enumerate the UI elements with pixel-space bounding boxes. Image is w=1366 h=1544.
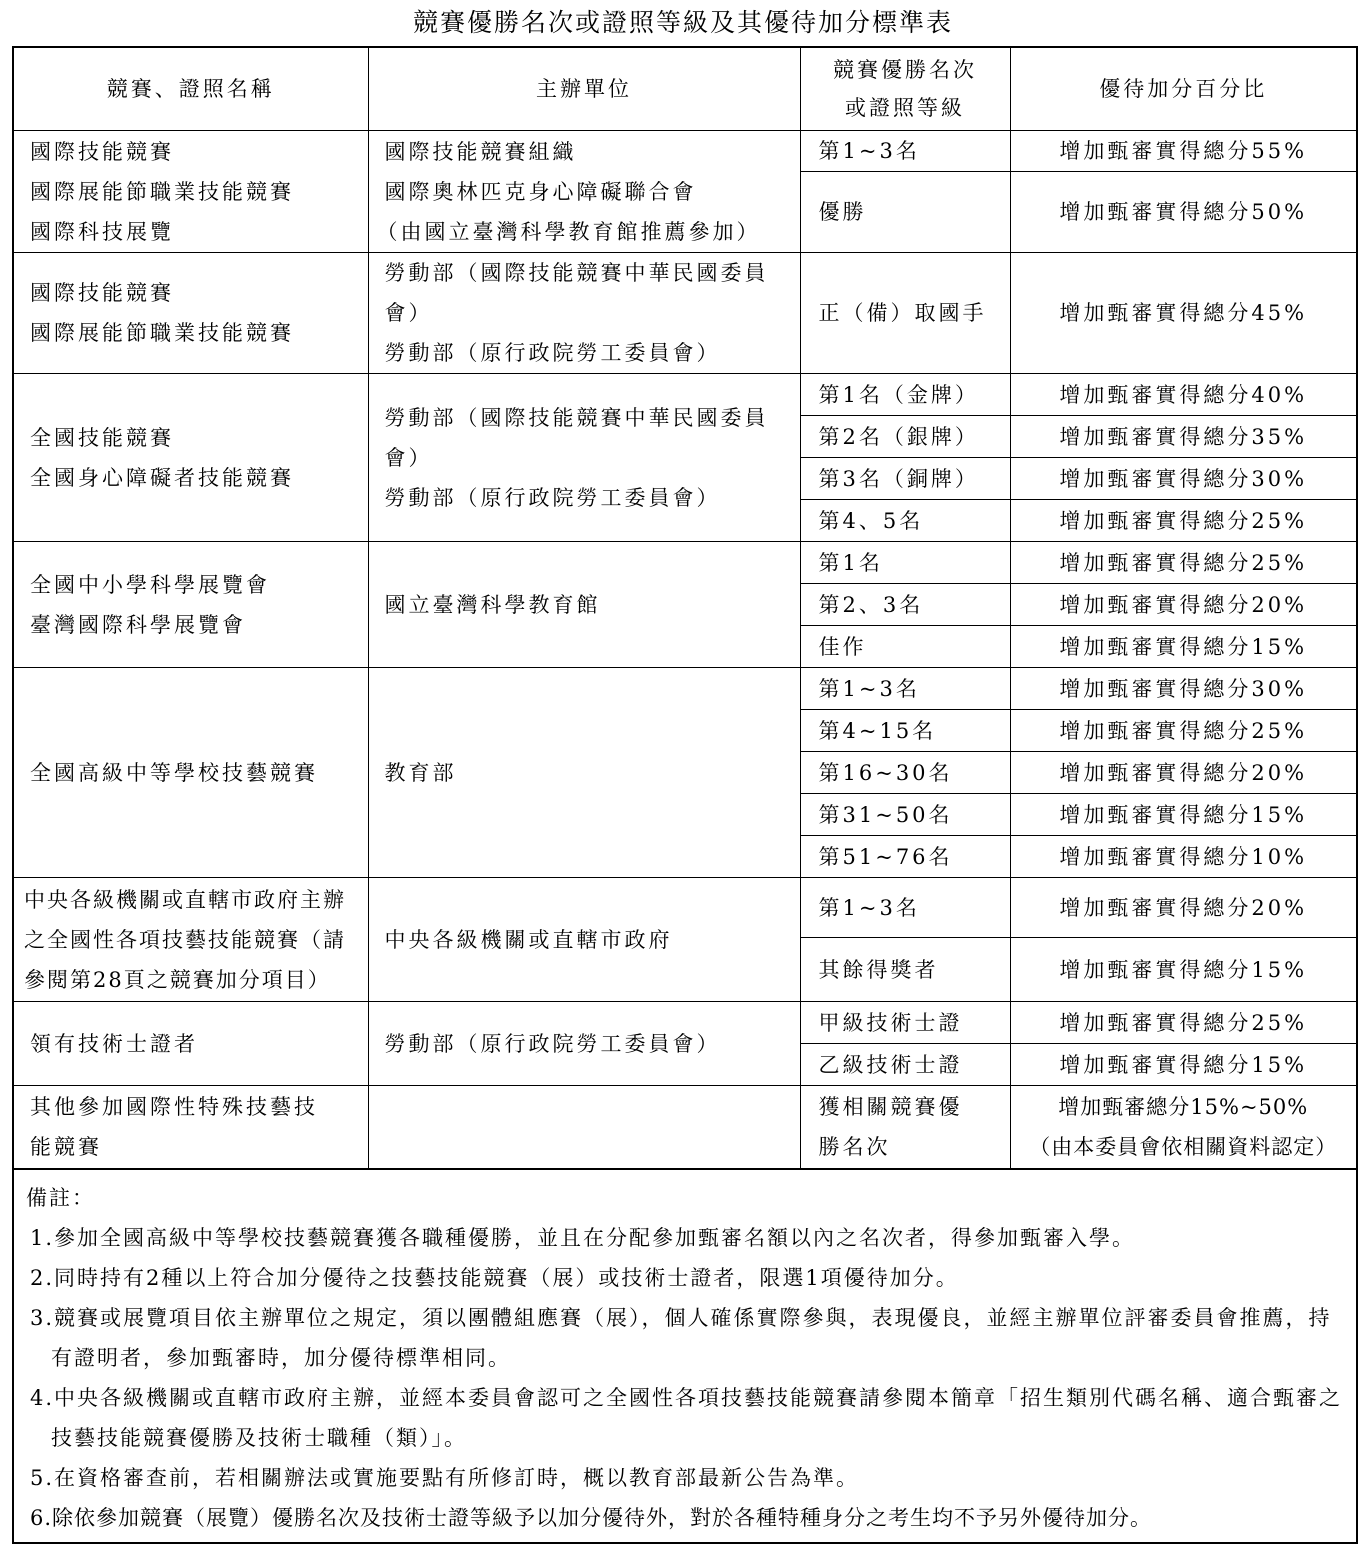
table-header-row: [13, 47, 1357, 131]
note-item: 4.中央各級機關或直轄市政府主辦，並經本委員會認可之全國性各項技藝技能競賽請參閱本簡章「招生類別代碼名稱、適合甄審之技藝技能競賽優勝及技術士職種（類）」。: [30, 1386, 1343, 1450]
competition-name: 全國身心障礙者技能競賽: [30, 465, 294, 490]
organizer-cell: [368, 253, 800, 374]
table-row: [13, 542, 1357, 584]
notes-heading: 備註：: [26, 1186, 95, 1210]
rank-cell: 第1名: [800, 542, 1010, 584]
competition-name-cell: [13, 374, 368, 542]
table-row: [13, 668, 1357, 710]
bonus-line: （由本委員會依相關資料認定）: [1029, 1135, 1338, 1159]
bonus-line: 增加甄審總分15%~50%: [1058, 1095, 1309, 1119]
table-row: [13, 374, 1357, 416]
bonus-standards-table: [12, 46, 1358, 1544]
rank-cell: 第2、3名: [800, 584, 1010, 626]
bonus-cell: 增加甄審實得總分40%: [1010, 374, 1357, 416]
organizer-cell: [368, 542, 800, 668]
bonus-cell: 增加甄審實得總分15%: [1010, 794, 1357, 836]
organizer-name: 國際奧林匹克身心障礙聯合會: [384, 179, 697, 204]
bonus-cell: 增加甄審實得總分45%: [1010, 253, 1357, 374]
bonus-cell: 增加甄審實得總分20%: [1010, 878, 1357, 938]
competition-name: 國際技能競賽: [30, 139, 174, 164]
bonus-cell: 增加甄審實得總分30%: [1010, 458, 1357, 500]
organizer-name: 國立臺灣科學教育館: [384, 592, 601, 617]
competition-name-cell: [13, 542, 368, 668]
bonus-cell: 增加甄審實得總分20%: [1010, 584, 1357, 626]
competition-name-cell: [13, 253, 368, 374]
organizer-cell: [368, 668, 800, 878]
competition-name: 國際技能競賽: [30, 281, 174, 305]
table-row: [13, 1002, 1357, 1044]
bonus-cell: 增加甄審實得總分20%: [1010, 752, 1357, 794]
rank-cell: 第16~30名: [800, 752, 1010, 794]
header-competition-name: 競賽、證照名稱: [13, 47, 368, 131]
organizer-name: 中央各級機關或直轄市政府: [384, 927, 673, 952]
competition-name-cell: [13, 131, 368, 253]
header-rank: [800, 47, 1010, 131]
rank-cell: 第1名（金牌）: [800, 374, 1010, 416]
organizer-cell: [368, 1086, 800, 1170]
rank-line: 獲相關競賽優: [818, 1095, 963, 1119]
competition-name: 國際科技展覽: [30, 219, 174, 244]
bonus-cell: 增加甄審實得總分15%: [1010, 938, 1357, 1002]
rank-cell: 第31~50名: [800, 794, 1010, 836]
competition-name-cell: [13, 1002, 368, 1086]
bonus-cell: 增加甄審實得總分35%: [1010, 416, 1357, 458]
organizer-cell: [368, 374, 800, 542]
rank-cell: 第4~15名: [800, 710, 1010, 752]
bonus-cell: 增加甄審實得總分10%: [1010, 836, 1357, 878]
competition-name: 臺灣國際科學展覽會: [30, 612, 246, 637]
note-item: 2.同時持有2種以上符合加分優待之技藝技能競賽（展）或技術士證者，限選1項優待加分。: [30, 1266, 959, 1290]
rank-cell: 乙級技術士證: [800, 1044, 1010, 1086]
note-item: 3.競賽或展覽項目依主辦單位之規定，須以團體組應賽（展），個人確係實際參與，表現優良，並經主辦單位評審委員會推薦，持有證明者，參加甄審時，加分優待標準相同。: [30, 1306, 1332, 1370]
competition-name-cell: [13, 668, 368, 878]
notes-row: [13, 1169, 1357, 1543]
rank-cell: 第51~76名: [800, 836, 1010, 878]
bonus-cell: 增加甄審實得總分25%: [1010, 1002, 1357, 1044]
rank-cell: 優勝: [800, 172, 1010, 253]
bonus-cell: [1010, 1086, 1357, 1170]
table-row: [13, 1086, 1357, 1170]
competition-name: 之全國性各項技藝技能競賽（請: [24, 927, 346, 952]
competition-name: 領有技術士證者: [30, 1031, 198, 1056]
rank-cell: 正（備）取國手: [800, 253, 1010, 374]
organizer-cell: [368, 131, 800, 253]
organizer-name: 國際技能競賽組織: [384, 139, 577, 164]
competition-name: 全國技能競賽: [30, 425, 174, 450]
bonus-cell: 增加甄審實得總分30%: [1010, 668, 1357, 710]
bonus-cell: 增加甄審實得總分25%: [1010, 542, 1357, 584]
rank-cell: 甲級技術士證: [800, 1002, 1010, 1044]
organizer-name: 教育部: [384, 760, 457, 785]
bonus-cell: 增加甄審實得總分15%: [1010, 626, 1357, 668]
table-row: [13, 253, 1357, 374]
competition-name: 全國中小學科學展覽會: [30, 572, 270, 597]
bonus-cell: 增加甄審實得總分25%: [1010, 710, 1357, 752]
organizer-name: 勞動部（國際技能競賽中華民國委員會）: [384, 405, 769, 470]
bonus-cell: 增加甄審實得總分55%: [1010, 131, 1357, 172]
competition-name: 全國高級中等學校技藝競賽: [30, 760, 318, 785]
rank-cell: 第1~3名: [800, 878, 1010, 938]
competition-name: 其他參加國際性特殊技藝技: [30, 1095, 318, 1119]
rank-cell: 第1~3名: [800, 668, 1010, 710]
organizer-name: 勞動部（原行政院勞工委員會）: [384, 341, 721, 365]
note-item: 5.在資格審查前，若相關辦法或實施要點有所修訂時，概以教育部最新公告為準。: [30, 1466, 860, 1490]
bonus-cell: 增加甄審實得總分50%: [1010, 172, 1357, 253]
organizer-name: 勞動部（國際技能競賽中華民國委員會）: [384, 261, 769, 325]
organizer-name: 勞動部（原行政院勞工委員會）: [384, 485, 721, 510]
notes-cell: [13, 1169, 1357, 1543]
rank-line: 勝名次: [818, 1135, 891, 1159]
header-organizer: 主辦單位: [368, 47, 800, 131]
note-item: 1.參加全國高級中等學校技藝競賽獲各職種優勝，並且在分配參加甄審名額以內之名次者，得參加甄審入學。: [30, 1226, 1136, 1250]
organizer-cell: [368, 878, 800, 1002]
rank-cell: 佳作: [800, 626, 1010, 668]
bonus-cell: 增加甄審實得總分15%: [1010, 1044, 1357, 1086]
competition-name: 參閱第28頁之競賽加分項目）: [24, 967, 331, 992]
organizer-name: （由國立臺灣科學教育館推薦參加）: [376, 219, 761, 244]
competition-name-cell: [13, 878, 368, 1002]
header-rank-line1: 競賽優勝名次: [833, 58, 977, 82]
organizer-cell: [368, 1002, 800, 1086]
header-rank-line2: 或證照等級: [845, 96, 965, 120]
organizer-name: 勞動部（原行政院勞工委員會）: [384, 1031, 721, 1056]
rank-cell: 第3名（銅牌）: [800, 458, 1010, 500]
competition-name: 中央各級機關或直轄市政府主辦: [24, 887, 346, 912]
table-row: [13, 131, 1357, 172]
rank-cell: 其餘得獎者: [800, 938, 1010, 1002]
competition-name: 國際展能節職業技能競賽: [30, 179, 294, 204]
table-row: [13, 878, 1357, 938]
competition-name: 國際展能節職業技能競賽: [30, 321, 294, 345]
rank-cell: [800, 1086, 1010, 1170]
competition-name-cell: [13, 1086, 368, 1170]
rank-cell: 第4、5名: [800, 500, 1010, 542]
bonus-cell: 增加甄審實得總分25%: [1010, 500, 1357, 542]
competition-name: 能競賽: [30, 1135, 102, 1159]
header-bonus: 優待加分百分比: [1010, 47, 1357, 131]
note-item: 6.除依參加競賽（展覽）優勝名次及技術士證等級予以加分優待外，對於各種特種身分之考生均不予另外優待加分。: [30, 1506, 1153, 1530]
table-title: 競賽優勝名次或證照等級及其優待加分標準表: [412, 8, 953, 37]
rank-cell: 第2名（銀牌）: [800, 416, 1010, 458]
rank-cell: 第1~3名: [800, 131, 1010, 172]
